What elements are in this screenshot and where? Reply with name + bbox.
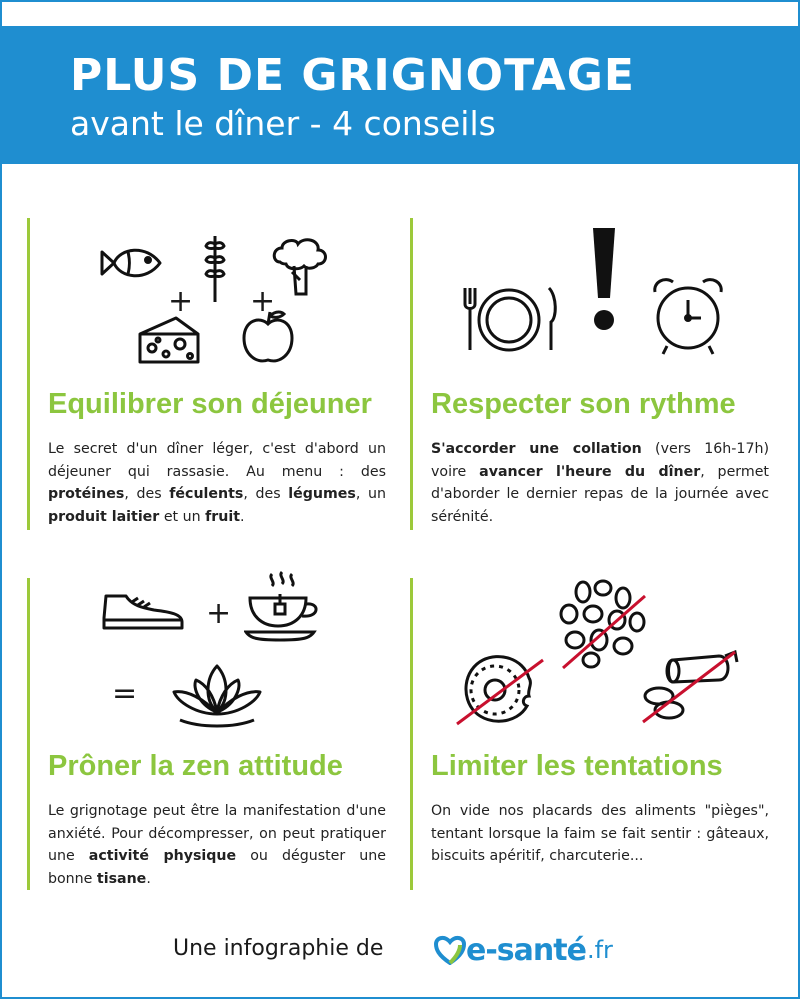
body-text: . xyxy=(240,508,245,525)
sneaker-icon xyxy=(100,588,186,634)
tip-panel-rhythm xyxy=(410,218,773,530)
broccoli-icon xyxy=(268,236,332,298)
bold-text: avancer l'heure du dîner xyxy=(479,463,701,480)
body-text: , des xyxy=(243,486,289,502)
body-text: ou déguster une bonne xyxy=(48,848,386,887)
sausage-icon xyxy=(639,650,743,724)
body-text: , permet d'aborder le dernier repas de la journée avec sérénité. xyxy=(431,463,769,525)
body-text: , des xyxy=(124,486,170,502)
body-text: . xyxy=(146,870,151,887)
heart-icon xyxy=(434,935,466,965)
bold-text: féculents xyxy=(169,486,244,502)
wheat-icon xyxy=(200,232,230,304)
bold-text: légumes xyxy=(288,486,356,502)
equals-sign: = xyxy=(112,676,138,711)
cheese-icon xyxy=(136,314,202,366)
plus-sign: + xyxy=(168,284,194,319)
tip-body xyxy=(431,800,769,868)
tip-body xyxy=(48,800,386,890)
bold-text: produit laitier xyxy=(48,508,160,525)
tip-heading: Limiter les tentations xyxy=(431,750,723,782)
bold-text: S'accorder une collation xyxy=(431,441,642,457)
alarm-clock-icon xyxy=(649,274,727,358)
tip-panel-zen xyxy=(27,578,390,890)
tea-cup-icon xyxy=(244,570,326,646)
body-text: et un xyxy=(159,508,206,525)
plus-sign: + xyxy=(250,284,276,319)
body-text: Le secret d'un dîner léger, c'est d'abord un déjeuner qui rassasie. Au menu : des xyxy=(48,441,386,480)
lotus-icon xyxy=(170,662,264,730)
tip-heading: Respecter son rythme xyxy=(431,388,736,420)
fish-icon xyxy=(98,238,164,288)
body-text: Le grignotage peut être la manifestation d'une anxiété. Pour décompresser, on peut pratiquer une xyxy=(48,803,386,864)
apple-icon xyxy=(240,306,296,366)
exclamation-icon xyxy=(589,224,619,334)
tip-body xyxy=(431,438,769,528)
bold-text: fruit xyxy=(205,508,241,525)
bold-text: tisane xyxy=(96,870,147,887)
esante-logo[interactable] xyxy=(434,930,613,970)
footer xyxy=(0,930,800,970)
logo-suffix-text: .fr xyxy=(586,936,613,964)
body-text: On vide nos placards des aliments "pièges", tentant lorsque la faim se fait sentir : gâteaux, biscuits apéritif, charcuterie... xyxy=(431,803,769,864)
tip-heading: Equilibrer son déjeuner xyxy=(48,388,372,420)
nuts-icon xyxy=(553,578,649,670)
plus-sign: + xyxy=(206,596,232,631)
tip-panel-temptations xyxy=(410,578,773,890)
bold-text: protéines xyxy=(48,486,125,502)
page-title: PLUS DE GRIGNOTAGE xyxy=(70,50,635,101)
body-text: (vers 16h-17h) voire xyxy=(431,441,769,480)
donut-icon xyxy=(453,650,547,728)
bold-text: activité physique xyxy=(88,848,237,864)
body-text: , un xyxy=(355,486,387,502)
plate-cutlery-icon xyxy=(457,284,561,354)
tip-panel-lunch xyxy=(27,218,390,530)
tip-heading: Prôner la zen attitude xyxy=(48,750,343,782)
page-subtitle: avant le dîner - 4 conseils xyxy=(70,104,496,143)
logo-main-text: e-santé xyxy=(466,932,586,968)
tip-body xyxy=(48,438,386,528)
footer-credit: Une infographie de xyxy=(173,936,384,961)
